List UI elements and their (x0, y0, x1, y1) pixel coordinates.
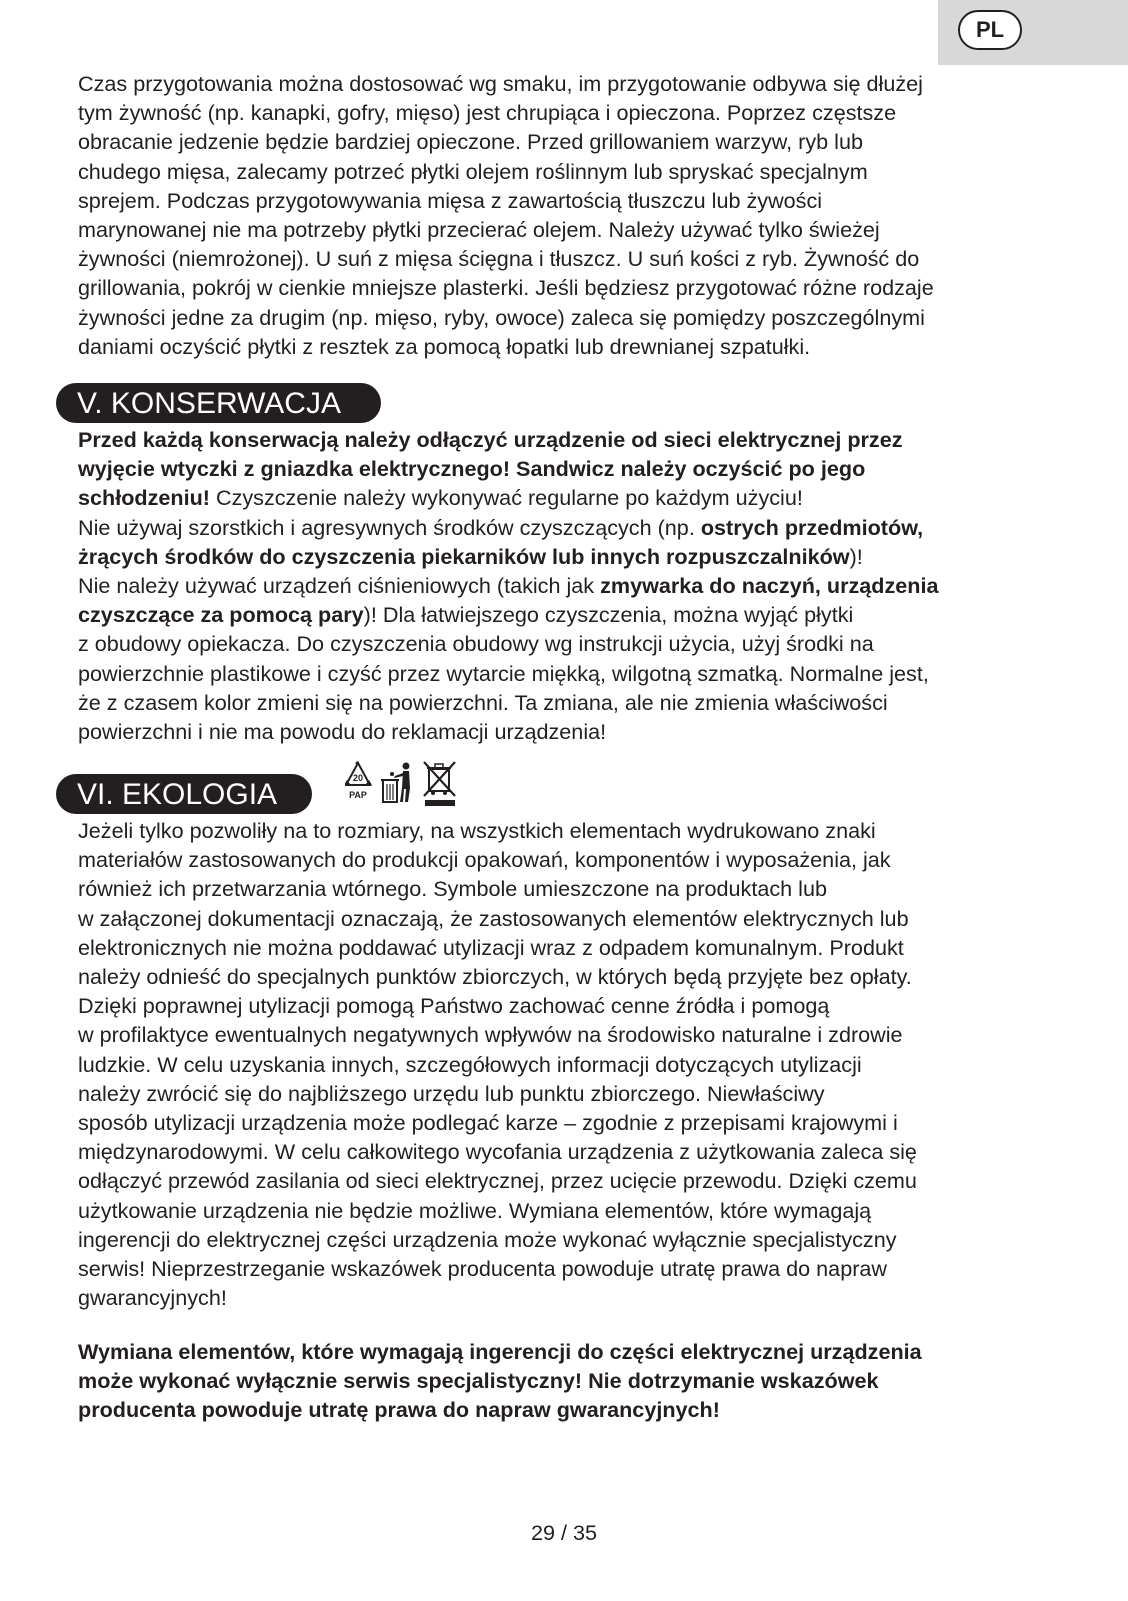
intro-line: żywności (niemrożonej). U suń z mięsa ścięgna i tłuszcz. U suń kości z ryb. Żywność do (78, 246, 920, 272)
intro-line: tym żywność (np. kanapki, gofry, mięso) jest chrupiąca i opieczona. Poprzez częstsze (78, 100, 897, 126)
ekologia-line: gwarancyjnych! (78, 1285, 227, 1311)
intro-line: daniami oczyścić płytki z resztek za pomocą łopatki lub drewnianej szpatułki. (78, 333, 811, 359)
ekologia-line: w profilaktyce ewentualnych negatywnych wpływów na środowisko naturalne i zdrowie (78, 1022, 903, 1048)
ekologia-line: sposób utylizacji urządzenia może podlegać karze – zgodnie z przepisami krajowymi i (78, 1110, 898, 1136)
intro-line: marynowanej nie ma potrzeby płytki przecierać olejem. Należy używać tylko świeżej (78, 217, 880, 243)
ekologia-line: międzynarodowymi. W celu całkowitego wycofania urządzenia z użytkowania zaleca się (78, 1139, 917, 1165)
language-badge: PL (958, 10, 1022, 50)
page-number: 29 / 35 (530, 1520, 598, 1545)
plain-text: )! Dla łatwiejszego czyszczenia, można wyjąć płytki (363, 602, 854, 628)
warning-line: może wykonać wyłącznie serwis specjalistyczny! Nie dotrzymanie wskazówek (78, 1368, 879, 1394)
bold-text: żrących środków do czyszczenia piekarników lub innych rozpuszczalników (78, 543, 850, 569)
bold-text: schłodzeniu! (78, 485, 210, 511)
intro-line: żywności jedne za drugim (np. mięso, ryby, owoce) zaleca się pomiędzy poszczególnymi (78, 304, 925, 330)
ekologia-line: elektronicznych nie można poddawać utylizacji wraz z odpadem komunalnym. Produkt (78, 934, 904, 960)
konserwacja-line (78, 483, 1053, 512)
ekologia-line: należy zwrócić się do najbliższego urzędu lub punktu zbiorczego. Niewłaściwy (78, 1080, 825, 1106)
ekologia-line: w załączonej dokumentacji oznaczają, że zastosowanych elementów elektrycznych lub (78, 905, 909, 931)
ekologia-paragraph (78, 816, 1053, 1312)
bold-text: ostrych przedmiotów, (700, 514, 924, 540)
ekologia-line: również ich przetwarzania wtórnego. Symbole umieszczone na produktach lub (78, 876, 827, 902)
konserwacja-line (78, 600, 1053, 629)
tidyman-icon (381, 763, 410, 803)
ekologia-line: odłączyć przewód zasilania od sieci elektrycznej, przez ucięcie przewodu. Dzięki czemu (78, 1168, 917, 1194)
plain-text: Nie należy używać urządzeń ciśnieniowych (takich jak (78, 573, 601, 599)
plain-text: Czyszczenie należy wykonywać regularne po każdym użyciu! (209, 485, 803, 511)
bold-text: zmywarka do naczyń, urządzenia (600, 573, 939, 599)
konserwacja-line: że z czasem kolor zmieni się na powierzchni. Ta zmiana, ale nie zmienia właściwości (78, 689, 888, 715)
konserwacja-line: powierzchni i nie ma powodu do reklamacji urządzenia! (78, 719, 607, 745)
konserwacja-line (78, 542, 1053, 571)
intro-line: sprejem. Podczas przygotowywania mięsa z zawartością tłuszczu lub żywości (78, 187, 823, 213)
section-heading-konserwacja: V. KONSERWACJA (56, 383, 381, 423)
crossed-bin-icon (424, 762, 455, 806)
konserwacja-line (78, 513, 1053, 542)
plain-text: Nie używaj szorstkich i agresywnych środków czyszczących (np. (78, 514, 701, 540)
section-heading-ekologia: VI. EKOLOGIA (56, 774, 312, 814)
ekologia-line: należy odnieść do specjalnych punktów zbiorczych, w których będą przyjęte bez opłaty. (78, 964, 912, 990)
ekologia-line: ludzkie. W celu uzyskania innych, szczegółowych informacji dotyczących utylizacji (78, 1051, 862, 1077)
intro-line: obracanie jedzenie będzie bardziej opieczone. Przed grillowaniem warzyw, ryb lub (78, 129, 863, 155)
konserwacja-line: z obudowy opiekacza. Do czyszczenia obudowy wg instrukcji użycia, użyj środki na (78, 631, 874, 657)
ekologia-line: Dzięki poprawnej utylizacji pomogą Państwo zachować cenne źródła i pomogą (78, 993, 830, 1019)
intro-line: chudego mięsa, zalecamy potrzeć płytki olejem roślinnym lub spryskać specjalnym (78, 158, 868, 184)
konserwacja-line: powierzchnie plastikowe i czyść przez wytarcie miękką, wilgotną szmatką. Normalne jest, (78, 660, 929, 686)
ekologia-line: użytkowanie urządzenia nie będzie możliwe. Wymiana elementów, które wymagają (78, 1197, 872, 1223)
konserwacja-paragraph (78, 425, 1053, 746)
recycling-code: 20 (352, 773, 364, 783)
ekologia-line: Jeżeli tylko pozwoliły na to rozmiary, na wszystkich elementach wydrukowano znaki (78, 818, 876, 843)
warranty-warning (78, 1337, 1053, 1425)
intro-paragraph (78, 69, 1053, 361)
recycling-icon (345, 761, 372, 800)
eco-symbols (345, 760, 465, 810)
warning-line: producenta powoduje utratę prawa do napraw gwarancyjnych! (78, 1397, 720, 1423)
ekologia-line: ingerencji do elektrycznej części urządzenia może wykonać wyłącznie specjalistyczny (78, 1226, 897, 1252)
ekologia-line: serwis! Nieprzestrzeganie wskazówek producenta powoduje utratę prawa do napraw (78, 1256, 887, 1282)
recycling-label: PAP (349, 790, 367, 800)
bold-text: czyszczące za pomocą pary (78, 602, 364, 628)
ekologia-line: materiałów zastosowanych do produkcji opakowań, komponentów i wyposażenia, jak (78, 847, 891, 873)
konserwacja-line: wyjęcie wtyczki z gniazdka elektrycznego! Sandwicz należy oczyścić po jego (78, 456, 866, 482)
intro-line: Czas przygotowania można dostosować wg smaku, im przygotowanie odbywa się dłużej (78, 71, 923, 96)
plain-text: )! (849, 543, 863, 569)
konserwacja-line (78, 571, 1053, 600)
intro-line: grillowania, pokrój w cienkie mniejsze plasterki. Jeśli będziesz przygotować różne rodzaje (78, 275, 934, 301)
warning-line: Wymiana elementów, które wymagają ingerencji do części elektrycznej urządzenia (78, 1339, 922, 1364)
konserwacja-line: Przed każdą konserwacją należy odłączyć urządzenie od sieci elektrycznej przez (78, 427, 903, 452)
